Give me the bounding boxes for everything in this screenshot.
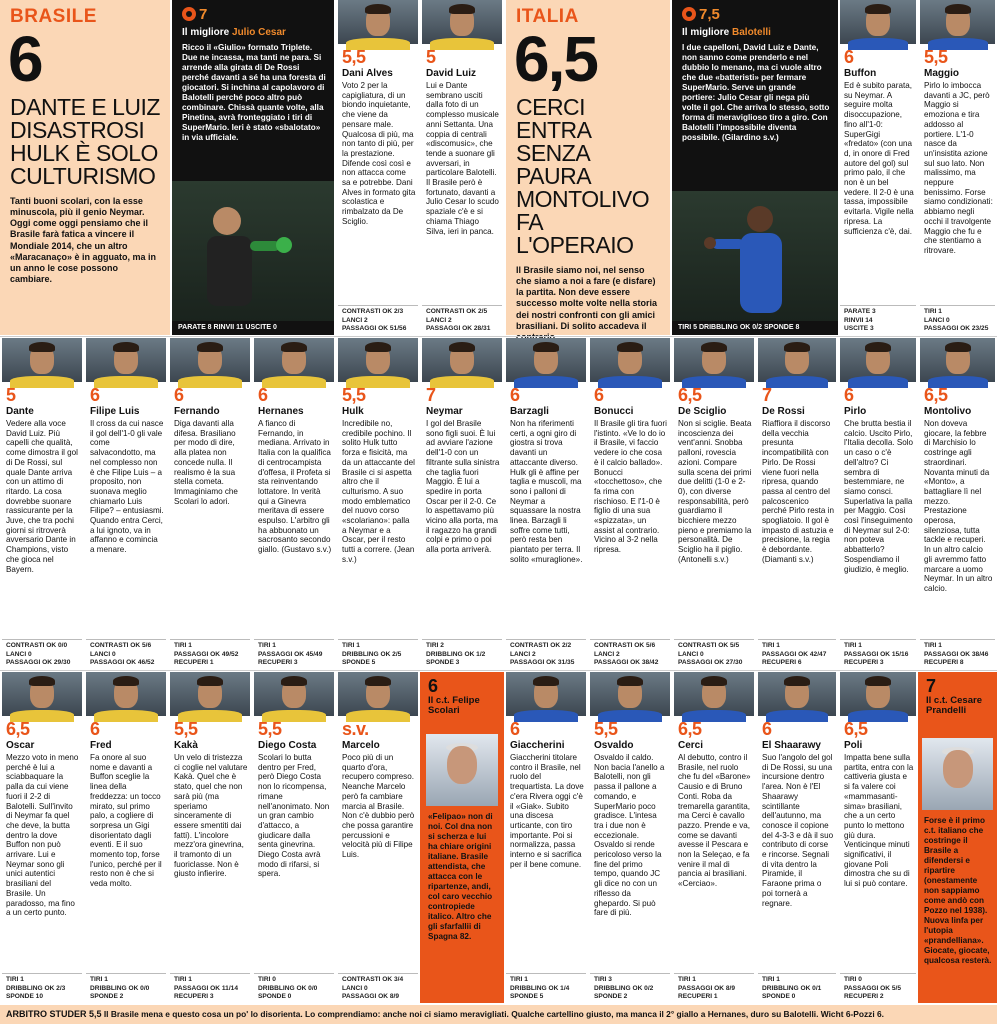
player-text: Giaccherini titolare contro il Brasile, nel ruolo del trequartista. La dove c'era Rivera oggi c'è il «Giak». Subito una discesa urticante, con tiro importante. Poi si normalizza, passa interno e si sacrifica per il bene comune. [510,753,584,869]
referee-bar [0,1005,997,1024]
player-photo [2,672,82,716]
player-text: Diga davanti alla difesa. Brasiliano per modo di dire, alla platea non concede nulla. Il realismo è la sua stella cometa. Immaginiamo che Scolari lo adori. [174,419,238,506]
player-photo [338,672,418,716]
italia-best-stats: TIRI 5 DRIBBLING OK 0/2 SPONDE 8 [672,321,838,335]
player-figure-icon [672,191,838,321]
player-name: Maggio [924,68,959,79]
brasile-headline: DANTE E LUIZ DISASTROSI HULK È SOLO CULTURISMO [10,93,160,189]
player-card [504,672,588,1003]
brasile-lead: Tanti buoni scolari, con la esse minuscola, più il genio Neymar. Oggi come oggi pensiamo che il Brasile farà fatica a vincere il Mondiale 2014, che un altro «Maracanaço» è in agguato, ma in un anno le cose possono cambiare. [10,195,157,285]
player-stats: CONTRASTI OK 0/0 LANCI 0 PASSAGGI OK 29/30 [2,639,82,669]
player-text: Non doveva giocare, la febbre di Marchisio lo costringe agli straordinari. Novanta minuti da «Monto», a battagliare lì nel mezzo. Prestazione operosa, silenziosa, tutta tackle e recuperi. In un altro calcio gli avremmo fatto marcare a uomo Neymar. In un altro calcio. [924,419,993,593]
player-name: Fred [90,740,112,751]
player-card [336,672,420,1003]
player-grade: 7 [426,385,436,405]
player-text: Riaffiora il discorso della vecchia presunta incompatibilità con Pirlo. De Rossi viene fuori nella ripresa, quando passa al centro del palcoscenico perché Pirlo resta in spogliatoio. Il gol è impasto di astuzia e precisione, la regia è debordante. (Diamanti s.v.) [762,419,834,564]
player-grade: 6 [762,719,772,739]
ct-italia-grade: 7 [926,676,937,696]
player-text: Poco più di un quarto d'ora, recupero compreso. Neanche Marcelo però fa cambiare marcia al Brasile. Non c'è dubbio però che possa garantire percussioni e velocità più di Filipe Luis. [342,753,415,860]
player-text: Un velo di tristezza ci coglie nel valutare Kakà. Quel che è stato, quel che non sarà più (ma speriamo sinceramente di essere smentiti dai fatti). L'incolore mezz'ora ginevrina, il tramonto di un fuoriclasse. Non è giusto infierire. [174,753,248,879]
player-text: Ed è subito parata, su Neymar. A seguire molta disoccupazione, fino all'1-0: SuperGigi «fredato» (con una d, in onore di Fred autore del gol) sul primo palo, il che non è un bel vedere. Il 2-0 è una tassa, impossibile evitarla. Vigile nella ripresa. La sufficienza c'è, dai. [844,81,914,236]
player-photo [674,338,754,382]
player-text: Osvaldo il caldo. Non bacia l'anello a Balotelli, non gli passa il pallone a comando, e SuperMario poco gradisce. L'intesa tra i due non è eccezionale. Osvaldo si rende pericoloso verso la fine del primo tempo, quando JC gli dice no con un riflesso da ghepardo. Si può fare di più. [594,753,665,918]
player-text: Voto 2 per la capigliatura, di un biondo inquietante, che viene da pensare male. Qualcosa di più, ma non tanto di più, per la prestazione. Difende così così e non attacca come sa e potrebbe. Dani Alves in formato gita scolastica e rimbalzato da De Sciglio. [342,81,416,226]
player-grade: 6 [174,385,184,405]
player-text: Incredibile no, credibile pochino. Il solito Hulk tutto forza e fisicità, ma da un attaccante del Brasile ci si aspetta altro che il culturismo. A suo modo emblematico del nuovo corso «scolariano»: palla a Neymar e a Oscar, per il resto tutti a correre. (Jean s.v.) [342,419,415,564]
italia-team-name: ITALIA [516,6,579,27]
player-photo [254,672,334,716]
player-card [168,338,252,669]
player-card [336,338,420,669]
player-stats: TIRI 1 DRIBBLING OK 0/1 SPONDE 0 [758,973,836,1003]
italia-best-box [672,0,838,335]
player-card-buffon [838,0,918,335]
brasile-team-name: BRASILE [10,6,97,27]
player-card [504,338,588,669]
player-photo [86,338,166,382]
player-photo [254,338,334,382]
player-name: Kakà [174,740,198,751]
player-photo [840,338,916,382]
player-name: Dante [6,406,34,417]
player-text: Che brutta bestia il calcio. Uscito Pirlo, l'Italia decolla. Solo un caso o c'è dell'altro? Ci sembra di bestemmiare, ne siamo consci. Superlativa la palla per Maggio. Così così l'inseguimento di Neymar sul 2-0: non poteva abbatterlo? Sospendiamo il giudizio, è meglio. [844,419,914,574]
player-text: Lui e Dante sembrano usciti dalla foto di un complesso musicale anni Settanta. Una coppia di centrali «discomusic», che tende a suonare gli avversari, in particolare Balotelli. Il Brasile però è fortunato, davanti a Julio Cesar lo scudo spaziale c'è e si chiama Thiago Silva, ieri in panca. [426,81,499,236]
player-photo [338,338,418,382]
player-text: Mezzo voto in meno perché è lui a sciabbaquare la palla da cui viene fuori il 2-2 di Balotelli. Sull'invito di Neymar fa quel che deve, la butta dentro la dove Buffon non può arrivare. Lui e Neymar sono gli unici autentici brasiliani del Brasile. Un paradosso, ma fino a un certo punto. [6,753,79,918]
player-name: Hulk [342,406,364,417]
ct-italia-box [918,672,997,1003]
player-text: A fianco di Fernando, in mediana. Arrivato in Italia con la qualifica di centrocampista d'offesa, il Profeta si sta reinventando lottatore. In verità qui a Ginevra meritava di essere espulso. L'arbitro gli ha abbuonato un sacrosanto secondo giallo. (Gustavo s.v.) [258,419,332,555]
brasile-team-box [0,0,170,335]
brasile-best-player: Julio Cesar [232,27,286,38]
player-stats: CONTRASTI OK 5/5 LANCI 0 PASSAGGI OK 27/30 [674,639,754,669]
player-grade: 5,5 [924,47,948,67]
player-photo [86,672,166,716]
player-stats: TIRI 1 DRIBBLING OK 0/0 SPONDE 2 [86,973,166,1003]
player-photo [758,672,836,716]
ct-brasile-text: «Felipao» non di noi. Col dna non si scherza e lui ha chiare origini italiane. Brasile attendista, che attacca con le ripartenze, andi, col caro vecchio contropiede italico. Altro che gli sfarfallii di Spagna 82. [428,812,493,941]
player-name: Filipe Luis [90,406,140,417]
player-photo [506,338,586,382]
player-grade: 6 [844,47,854,67]
player-card [838,338,918,669]
player-name: El Shaarawy [762,740,821,751]
ct-brasile-grade: 6 [428,676,439,696]
player-card [588,338,672,669]
player-photo [170,338,250,382]
player-grade: 6 [844,385,854,405]
italia-best-label: Il migliore Balotelli [682,27,771,38]
ct-brasile-label: Il c.t. Felipe Scolari [428,695,480,717]
player-grade: 6 [90,719,100,739]
player-grade: 6 [510,719,520,739]
player-name: Bonucci [594,406,634,417]
player-grade: 6,5 [924,385,948,405]
player-grade: 6,5 [6,719,30,739]
player-stats: TIRI 1 LANCI 0 PASSAGGI OK 23/25 [920,305,995,335]
player-name: David Luiz [426,68,477,79]
player-name: Diego Costa [258,740,317,751]
player-card [84,672,168,1003]
player-grade: 7 [762,385,772,405]
player-stats: TIRI 3 DRIBBLING OK 0/2 SPONDE 2 [590,973,670,1003]
player-stats: PARATE 3 RINVII 14 USCITE 3 [840,305,916,335]
player-stats: TIRI 1 PASSAGGI OK 11/14 RECUPERI 3 [170,973,250,1003]
player-card [756,672,838,1003]
player-stats: TIRI 1 PASSAGGI OK 42/47 RECUPERI 6 [758,639,836,669]
player-stats: TIRI 2 DRIBBLING OK 1/2 SPONDE 3 [422,639,502,669]
player-text: I gol del Brasile sono figli suoi. È lui ad avviare l'azione dell'1-0 con un filtrante sulla sinistra che taglia fuori Maggio. È lui a spedire in porta Oscar per il 2-0. Ce lo aspettavamo più vicino alla porta, ma il ragazzo ha grandi colpi e primo o poi alla porta arriverà. [426,419,500,555]
player-text: Suo l'angolo del gol di De Rossi, su una incursione dentro l'area. Non è l'El Shaarawy scintillante dell'autunno, ma conosce il copione del 4-3-3 e dà il suo contributo di corse e rincorse. Segnali di vita dentro la Piramide, il Faraone prima o poi tornerà a regnare. [762,753,834,908]
player-name: Montolivo [924,406,972,417]
italia-headline: CERCI ENTRA SENZA PAURA MONTOLIVO FA L'OPERAIO [516,93,650,258]
balotelli-photo [672,191,838,321]
prandelli-photo [922,738,993,810]
player-photo [506,672,586,716]
italia-lead: Il Brasile siamo noi, nel senso che siamo a noi a fare (e disfare) la partita. Non deve essere successo molte volte nella storia dei nostri confronti con gli amici brasiliani. Di solito accadeva il [516,264,658,331]
italia-team-box [506,0,670,335]
player-stats: CONTRASTI OK 5/6 LANCI 2 PASSAGGI OK 38/42 [590,639,670,669]
player-name: Barzagli [510,406,549,417]
player-text: Impatta bene sulla partita, entra con la cattiveria giusta e si fa valere coi «mammasanti-sima» brasiliani, che a un certo punto lo mettono giù dura. Venticinque minuti significativi, il giovane Poli dimostra che su di lui si può contare. [844,753,914,889]
player-name: Marcelo [342,740,380,751]
player-name: Pirlo [844,406,867,417]
player-name: Cerci [678,740,704,751]
player-photo [2,338,82,382]
italia-team-grade: 6,5 [514,22,597,95]
brasile-best-box [172,0,334,335]
player-card [84,338,168,669]
player-card [918,338,997,669]
player-stats: CONTRASTI OK 2/3 LANCI 2 PASSAGGI OK 51/56 [338,305,418,335]
player-name: Buffon [844,68,877,79]
player-card [0,672,84,1003]
player-photo [170,672,250,716]
ct-italia-text: Forse è il primo c.t. italiano che costringe il Brasile a difendersi e ripartire (onestamente non sappiamo come andò con Pozzo nel 1938). Nuova linfa per l'utopia «prandelliana». Giocate, giocate, qualcosa resterà. [924,816,992,965]
player-card [0,338,84,669]
player-photo [590,338,670,382]
referee-text: Il Brasile mena e questo cosa un po' lo disorienta. Lo comprendiamo: anche noi ci siamo meravigliati. Qualche cartellino giusto, ma manca il 2° giallo a Hernanes, duro su Balotelli. Wicht 6-Pozzi 6. [103,1009,884,1019]
row-divider [0,336,997,337]
italia-best-grade: 7,5 [699,6,720,23]
player-stats: TIRI 1 PASSAGGI OK 38/46 RECUPERI 8 [920,639,995,669]
player-photo [590,672,670,716]
player-card [252,338,336,669]
player-card [672,672,756,1003]
player-grade: 6,5 [678,719,702,739]
player-stats: CONTRASTI OK 2/5 LANCI 2 PASSAGGI OK 28/31 [422,305,502,335]
player-text: Vedere alla voce David Luiz. Più capelli che qualità, come dimostra il gol di De Rossi, sul quale Dante arriva con un attimo di ritardo. La cosa dovrebbe suonare rassicurante per la Juve, che tra pochi giorni si ritroverà avversario Dante in Champions, visto che gioca nel Bayern. [6,419,78,574]
player-name: Poli [844,740,863,751]
player-grade: 5 [6,385,16,405]
player-name: Giaccherini [510,740,565,751]
player-name: Oscar [6,740,35,751]
player-photo [758,338,836,382]
player-stats: TIRI 1 DRIBBLING OK 2/3 SPONDE 10 [2,973,82,1003]
player-stats: TIRI 1 PASSAGGI OK 45/49 RECUPERI 3 [254,639,334,669]
rating-circle-icon [182,7,196,21]
italia-best-text: I due capelloni, David Luiz e Dante, non sanno come prenderlo e nel dubbio lo menano, ma ci vuole altro che due «batteristi» per fermare SuperMario. Serve un grande portiere: Julio Cesar gli nega più volte il gol. Che arriva lo stesso, sotto forma di meraviglioso tiro a giro. Con Balotelli l'impossibile diventa possibile. (Gilardino s.v.) [682,43,830,142]
player-photo [674,672,754,716]
player-name: Neymar [426,406,463,417]
goalkeeper-figure-icon [172,181,334,321]
player-text: Non ha riferimenti certi, a ogni giro di giostra si trova davanti un attaccante diverso. Hulk gli è affine per taglia e muscoli, ma sono i palloni di Neymar a squassare la nostra linea. Barzagli li soffre come tutti, però resta ben piantato per terra. Il solito «muraglione». [510,419,583,564]
player-card [672,338,756,669]
player-grade: 6,5 [844,719,868,739]
player-card-maggio [918,0,997,335]
player-stats: TIRI 1 PASSAGGI OK 15/16 RECUPERI 3 [840,639,916,669]
player-grade: 5 [426,47,436,67]
player-stats: CONTRASTI OK 3/4 LANCI 0 PASSAGGI OK 8/9 [338,973,418,1003]
brasile-best-stats: PARATE 8 RINVII 11 USCITE 0 [172,321,334,335]
player-grade: 5,5 [258,719,282,739]
player-text: Il Brasile gli tira fuori l'istinto. «Ve lo do io il Brasile, vi faccio vedere io che cosa è il calcio ballado». Bonucci «tocchettoso», che fa rima con rischioso. E l'1-0 è figlio di una sua «spizzata», un assist al contrario. Vicino al 3-2 nella ripresa. [594,419,667,555]
player-text: Al debutto, contro il Brasile, nel ruolo che fu del «Barone» Causio e di Bruno Conti. Roba da tremarella garantita, ma Cerci è cavallo pazzo. Prende e va, come se davanti avesse il Pescara e non la Seleçao, e fa venire il mal di pancia ai brasiliani. «Cerciao». [678,753,751,889]
player-photo [840,672,916,716]
referee-label: ARBITRO STUDER 5,5 [6,1009,102,1019]
player-card [252,672,336,1003]
italia-best-player: Balotelli [732,27,771,38]
player-stats: TIRI 0 PASSAGGI OK 5/5 RECUPERI 2 [840,973,916,1003]
player-card [420,338,504,669]
scolari-photo [426,734,498,806]
player-card [168,672,252,1003]
brasile-best-text: Ricco il «Giulio» formato Triplete. Due ne incassa, ma tanti ne para. Si arrende alla girata di De Rossi perché davanti a sé ha una foresta di giocatori. Si inchina al capolavoro di Balotelli perché poco altro può combinare. Chissà quante volte, alla Pinetina, avrà fronteggiato i tiri di SuperMario. Ieri è stato «sbalotato» in via ufficiale. [182,43,326,142]
player-name: Osvaldo [594,740,634,751]
player-grade: 6 [594,385,604,405]
player-grade: s.v. [342,719,369,739]
player-photo [422,338,502,382]
player-grade: 6 [90,385,100,405]
player-grade: 6 [510,385,520,405]
ct-italia-label: Il c.t. Cesare Prandelli [926,695,982,717]
player-card [838,672,918,1003]
player-stats: CONTRASTI OK 5/6 LANCI 0 PASSAGGI OK 46/52 [86,639,166,669]
player-grade: 5,5 [174,719,198,739]
player-stats: TIRI 1 PASSAGGI OK 49/52 RECUPERI 1 [170,639,250,669]
player-text: Pirlo lo imbocca davanti a JC, però Maggio si emoziona e tira addosso al portiere. L'1-0 nasce da un'insistita azione sul suo lato. Non malissimo, ma neppure benissimo. Forse siamo condizionati: abbiamo negli occhi il travolgente Maggio che fu e che stentiamo a ritrovare. [924,81,993,255]
player-stats: TIRI 1 PASSAGGI OK 8/9 RECUPERI 1 [674,973,754,1003]
player-grade: 5,5 [342,385,366,405]
row-divider [0,670,997,671]
player-photo [920,338,995,382]
player-name: Hernanes [258,406,304,417]
player-grade: 5,5 [342,47,366,67]
brasile-best-grade: 7 [199,6,208,23]
player-text: Non si sciglie. Beata incoscienza dei vent'anni. Snobba palloni, rovescia azioni. Compare sulla scena dei primi due delitti (1-0 e 2-0), con diverse responsabilità, però guardiamo il bicchiere mezzo pieno e premiamo la personalità. De Sciglio ha il piglio. (Antonelli s.v.) [678,419,752,564]
player-name: Fernando [174,406,220,417]
player-stats: TIRI 1 DRIBBLING OK 2/5 SPONDE 5 [338,639,418,669]
player-grade: 5,5 [594,719,618,739]
player-text: Scolari lo butta dentro per Fred, però Diego Costa non lo ricompensa, rimane nell'anonimato. Non un gran cambio d'attacco, a giudicare dalla senta ginevrina. Diego Costa avrà modo di rifarsi, si spera. [258,753,330,879]
player-name: De Rossi [762,406,805,417]
ct-brasile-box [420,672,504,1003]
player-card [588,672,672,1003]
brasile-team-grade: 6 [8,22,42,95]
player-text: Fa onore al suo nome e davanti a Buffon sceglie la linea della freddezza: un tocco mirato, sul primo palo, a cogliere di sorpresa un Gigi disorientato dagli eventi. E il suo momento top, forse l'unico, perché per il resto non è che si veda molto. [90,753,162,889]
player-grade: 6 [258,385,268,405]
player-name: Dani Alves [342,68,393,79]
player-stats: CONTRASTI OK 2/2 LANCI 2 PASSAGGI OK 31/35 [506,639,586,669]
player-stats: TIRI 0 DRIBBLING OK 0/0 SPONDE 0 [254,973,334,1003]
player-text: Il cross da cui nasce il gol dell'1-0 gli vale come salvacondotto, ma nel complesso non è che Filipe Luis – a proposito, non suonava meglio chiamarlo Luis Filipe? – entusiasmi. Quando entra Cerci, a lui ignoto, va in affanno e comincia a menare. [90,419,164,555]
player-stats: TIRI 1 DRIBBLING OK 1/4 SPONDE 5 [506,973,586,1003]
brasile-best-label: Il migliore Julio Cesar [182,27,286,38]
rating-circle-icon [682,7,696,21]
player-name: De Sciglio [678,406,727,417]
player-card [756,338,838,669]
player-card-dani-alves [336,0,420,335]
player-card-david-luiz [420,0,504,335]
julio-cesar-photo [172,181,334,321]
player-grade: 6,5 [678,385,702,405]
